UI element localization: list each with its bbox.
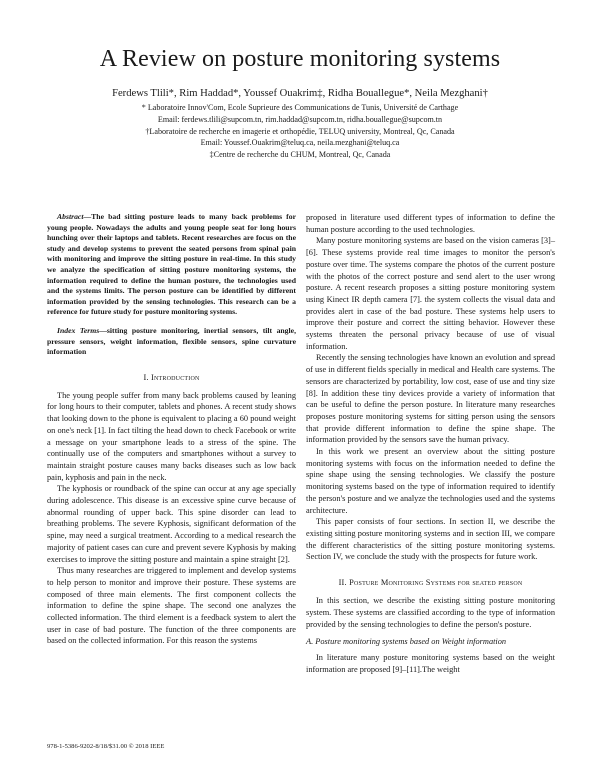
paper-title: A Review on posture monitoring systems <box>99 46 501 72</box>
body-paragraph: This paper consists of four sections. In section II, we describe the existing sitting posture monitoring systems and in section III, we compare the different characteristics of the sitting posture monitoring systems. Section IV, we conclude the study with the prospects for future work. <box>306 517 555 562</box>
abstract-text: The bad sitting posture leads to many back problems for young people. Nowadays the adults and young people seat for long hours hunching over their laptops and tablets. Recent researches are focus on the study and develop systems to prevent the seated persons from spinal pain with monitoring and improve the sitting posture in real-time. In this study we analyze the specification of sitting posture monitoring systems, the information required to define the human posture, the technologies used and the systems limits. The person posture can be identified by different information provided by the sensing technologies. This research can be a reference for future study for posture monitoring systems. <box>47 212 296 317</box>
copyright-notice: 978-1-5386-9202-8/18/$31.00 © 2018 IEEE <box>47 743 165 750</box>
section-heading-posture-monitoring <box>306 577 555 589</box>
section-number: I. <box>143 372 149 382</box>
author-list: Ferdews Tlili*, Rim Haddad*, Youssef Ouakrim‡, Ridha Bouallegue*, Neila Mezghani† <box>112 88 488 99</box>
section-number: II. <box>338 578 347 588</box>
body-paragraph: Recently the sensing technologies have known an evolution and spread of use in different fields specially in medical and Health care systems. The sensors are characterized by portability, low cost, ease of use and tiny size [8]. In addition these tiny devices provide a variety of information that can be useful to define the person posture. In literature many researches proposes posture monitoring systems for sitting person using the sensors that provide different information to define the spine shape. The information provided by the sensors save the human privacy. <box>306 353 555 445</box>
body-paragraph: In this section, we describe the existing sitting posture monitoring system. These systems are classified according to the type of information provided by the sensing technologies to define the person's posture. <box>306 596 555 629</box>
affiliation-line: †Laboratoire de recherche en imagerie et orthopédie, TELUQ university, Montreal, Qc, Canada <box>145 126 455 136</box>
section-heading-introduction <box>47 372 296 384</box>
index-terms-text: —sitting posture monitoring, inertial sensors, tilt angle, pressure sensors, weight information, flexible sensors, spine curvature information <box>47 325 296 357</box>
left-column <box>47 212 296 647</box>
affiliations <box>0 102 600 161</box>
index-terms <box>47 326 296 358</box>
affiliation-line: * Laboratoire Innov'Com, Ecole Suprieure des Communications de Tunis, Université de Carthage <box>141 103 459 112</box>
body-paragraph: In this work we present an overview about the sitting posture monitoring systems with focus on the information needed to define the spine shape using the sensing technologies. We classify the posture monitoring systems based on the type of information required to identify the person's posture and we analyze the technologies used and the systems architecture. <box>306 447 555 515</box>
body-paragraph: The young people suffer from many back problems caused by leaning for long hours to their computer, tablets and phones. A recent study shows that looking down to the phone is equivalent to placing a 60 pound weight on one's neck [1]. In fact tilting the head down to check Facebook or write a message on your smartphone leads to a stress of the spine. The continually use of the computers and smartphones without a survey to maintain straight posture causes many backs diseases such as low back pain, kyphosis and pain in the neck. <box>47 390 296 482</box>
body-paragraph: Thus many researches are triggered to implement and develop systems to help person to monitor and improve their posture. These systems are composed of three main elements. The first component collects the information to define the spine shape. The second one analyzes the collected information. The third element is a feedback system to alert the user in case of bad posture. The function of the three components are based on the collected information. For this reason the systems <box>47 566 296 646</box>
body-paragraph: proposed in literature used different types of information to define the human posture according to the used technologies. <box>306 213 555 234</box>
right-column <box>306 212 555 676</box>
section-title: Posture Monitoring Systems for seated person <box>349 578 523 588</box>
section-title: Introduction <box>151 372 200 382</box>
index-terms-label: Index Terms <box>57 325 100 335</box>
affiliation-line: ‡Centre de recherche du CHUM, Montreal, Qc, Canada <box>209 150 391 160</box>
abstract <box>47 212 296 318</box>
affiliation-email: Email: Youssef.Ouakrim@teluq.ca, neila.mezghani@teluq.ca <box>200 138 400 148</box>
body-paragraph: Many posture monitoring systems are based on the vision cameras [3]–[6]. These systems provide real time images to monitor the person's posture over time. The systems compare the photos of the current posture with the photos of the correct posture and send alert to the user wrong posture. A recent research proposes a sitting posture monitoring system using Kinect IR depth camera [7]. the system collects the visual data and provides alert in case of the bad posture. These systems help users to improve their posture and correct the sitting behavior. However these systems threaten the personal privacy because of use of visual information. <box>306 236 555 351</box>
abstract-label: Abstract— <box>57 212 92 221</box>
body-paragraph: In literature many posture monitoring systems based on the weight information are proposed [9]–[11].The weight <box>306 653 555 674</box>
body-paragraph: The kyphosis or roundback of the spine can occur at any age specially during adolescence. This disease is an excessive spine curve because of abnormal rounding of upper back. This spine disorder can lead to breathing problems. The severe Kyphosis, significant deformation of the spine, may need a surgical treatment. According to a medical research the majority of patient cases can cure and prevent severe Kyphosis by making exercises to improve the sitting posture and maintain a spine straight [2]. <box>47 484 296 564</box>
affiliation-email: Email: ferdews.tlili@supcom.tn, rim.haddad@supcom.tn, ridha.bouallegue@supcom.tn <box>157 114 443 124</box>
subsection-heading: A. Posture monitoring systems based on Weight information <box>306 637 507 647</box>
